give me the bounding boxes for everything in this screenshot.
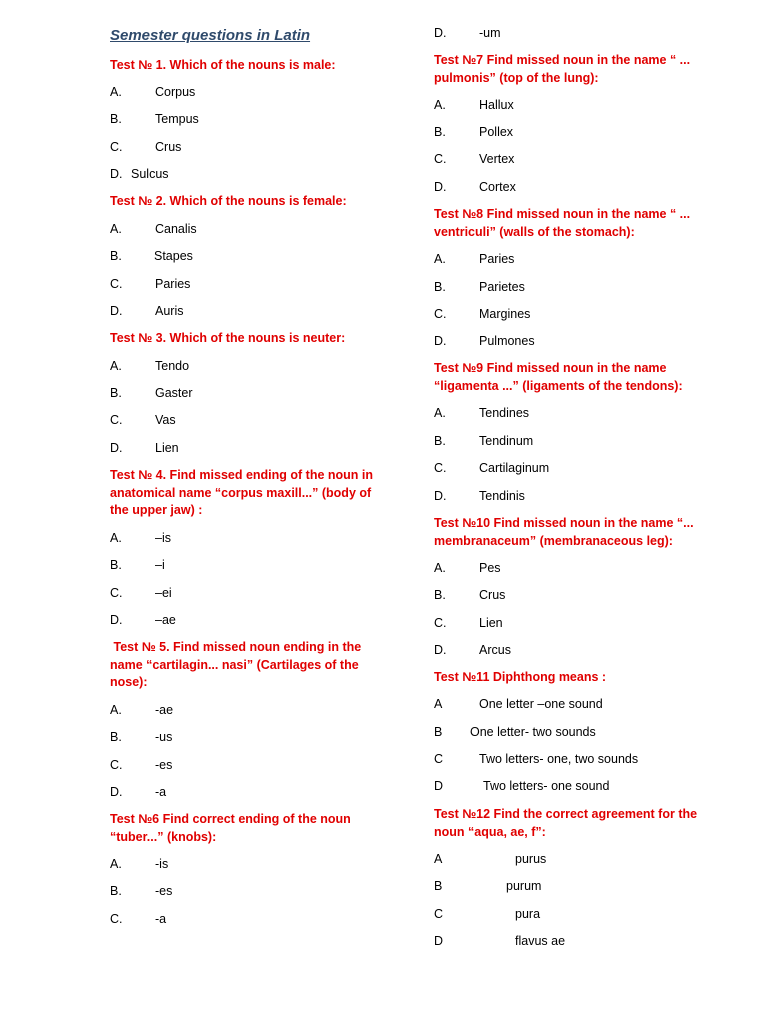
option-3b: B. Gaster (110, 386, 193, 400)
option-5c: C. -es (110, 758, 173, 772)
option-1a: A. Corpus (110, 85, 196, 99)
option-2b: B. Stapes (110, 249, 193, 263)
option-6d: D. -um (434, 26, 501, 40)
option-11b: B One letter- two sounds (434, 725, 596, 739)
option-10c: C. Lien (434, 616, 503, 630)
option-7c: C. Vertex (434, 152, 515, 166)
option-2d: D. Auris (110, 304, 184, 318)
option-3d: D. Lien (110, 441, 179, 455)
option-6b: B. -es (110, 884, 173, 898)
option-12c: C pura (434, 907, 541, 921)
option-3a: A. Tendo (110, 359, 190, 373)
option-6c: C. -a (110, 912, 167, 926)
option-10a: A. Pes (434, 561, 501, 575)
question-12: Test №12 Find the correct agreement for the noun “aqua, ae, f”: (434, 807, 698, 839)
question-11: Test №11 Diphthong means : (434, 670, 607, 684)
question-7: Test №7 Find missed noun in the name “ ... pulmonis” (top of the lung): (434, 53, 691, 85)
option-9d: D. Tendinis (434, 489, 525, 503)
option-12a: A purus (434, 852, 547, 866)
question-10: Test №10 Find missed noun in the name “... membranaceum” (membranaceous leg): (434, 516, 694, 548)
option-4b: B. –i (110, 558, 165, 572)
question-5: Test № 5. Find missed noun ending in the name “cartilagin... nasi” (Cartilages of the nose): (110, 640, 365, 689)
option-2a: A. Canalis (110, 222, 197, 236)
question-4: Test № 4. Find missed ending of the noun in anatomical name “corpus maxill...” (body of the upper jaw) : (110, 468, 374, 517)
option-5b: B. -us (110, 730, 173, 744)
option-7a: A. Hallux (434, 98, 514, 112)
option-12d: D flavus ae (434, 934, 566, 948)
option-5a: A. -ae (110, 703, 174, 717)
option-6a: A. -is (110, 857, 169, 871)
option-3c: C. Vas (110, 413, 176, 427)
option-9c: C. Cartilaginum (434, 461, 550, 475)
option-4d: D. –ae (110, 613, 176, 627)
option-1b: B. Tempus (110, 112, 199, 126)
option-9a: A. Tendines (434, 406, 530, 420)
page-title: Semester questions in Latin (110, 27, 311, 44)
option-7b: B. Pollex (434, 125, 514, 139)
question-8: Test №8 Find missed noun in the name “ ... ventriculi” (walls of the stomach): (434, 207, 691, 239)
question-1: Test № 1. Which of the nouns is male: (110, 58, 336, 72)
option-10d: D. Arcus (434, 643, 511, 657)
option-11d: D Two letters- one sound (434, 779, 610, 793)
option-4c: C. –ei (110, 586, 172, 600)
option-9b: B. Tendinum (434, 434, 534, 448)
option-11a: A One letter –one sound (434, 697, 603, 711)
option-11c: C Two letters- one, two sounds (434, 752, 639, 766)
question-9: Test №9 Find missed noun in the name “ligamenta ...” (ligaments of the tendons): (434, 361, 683, 393)
question-3: Test № 3. Which of the nouns is neuter: (110, 331, 346, 345)
option-8a: A. Paries (434, 252, 515, 266)
question-6: Test №6 Find correct ending of the noun “tuber...” (knobs): (110, 812, 351, 844)
option-1d: D. Sulcus (110, 167, 169, 181)
option-8b: B. Parietes (434, 280, 525, 294)
option-8c: C. Margines (434, 307, 531, 321)
question-2: Test № 2. Which of the nouns is female: (110, 194, 347, 208)
option-2c: C. Paries (110, 277, 191, 291)
option-10b: B. Crus (434, 588, 506, 602)
option-7d: D. Cortex (434, 180, 516, 194)
option-12b: B purum (434, 879, 542, 893)
option-8d: D. Pulmones (434, 334, 535, 348)
option-4a: A. –is (110, 531, 171, 545)
option-1c: C. Crus (110, 140, 182, 154)
option-5d: D. -a (110, 785, 167, 799)
